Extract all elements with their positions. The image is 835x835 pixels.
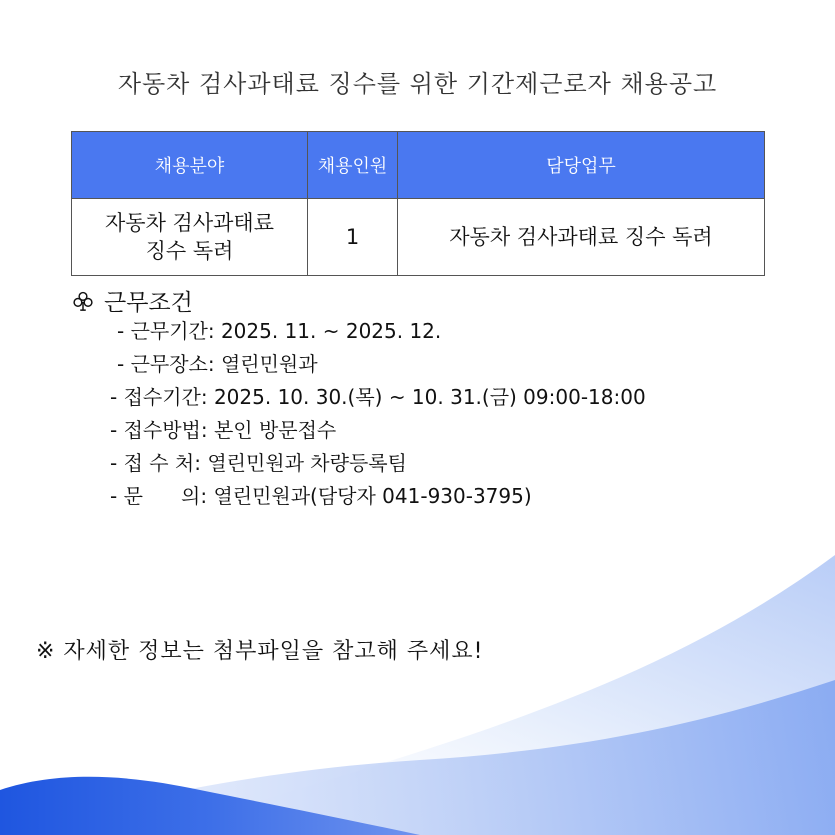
list-item: - 근무장소: 열린민원과 (117, 352, 318, 376)
conditions-heading (72, 284, 193, 317)
club-icon (72, 290, 94, 312)
list-item: - 접 수 처: 열린민원과 차량등록팀 (110, 451, 407, 475)
attachment-notice: ※ 자세한 정보는 첨부파일을 참고해 주세요! (36, 639, 484, 664)
cell-recruit-count: 1 (308, 199, 398, 276)
conditions-heading-label: 근무조건 (104, 290, 193, 316)
list-item: - 접수기간: 2025. 10. 30.(목) ~ 10. 31.(금) 09:00-18:00 (110, 385, 646, 409)
cell-recruit-field: 자동차 검사과태료 징수 독려 (72, 199, 308, 276)
list-item: - 근무기간: 2025. 11. ~ 2025. 12. (117, 319, 442, 343)
cell-duty: 자동차 검사과태료 징수 독려 (398, 199, 765, 276)
conditions-list (110, 315, 646, 513)
header-duty: 담당업무 (398, 132, 765, 199)
page-title: 자동차 검사과태료 징수를 위한 기간제근로자 채용공고 (117, 70, 718, 98)
table-header-row (72, 132, 765, 199)
header-recruit-count: 채용인원 (308, 132, 398, 199)
list-item: - 접수방법: 본인 방문접수 (110, 418, 337, 442)
recruitment-table (71, 131, 765, 276)
header-recruit-field: 채용분야 (72, 132, 308, 199)
table-row (72, 199, 765, 276)
list-item: - 문 의: 열린민원과(담당자 041-930-3795) (110, 484, 532, 508)
